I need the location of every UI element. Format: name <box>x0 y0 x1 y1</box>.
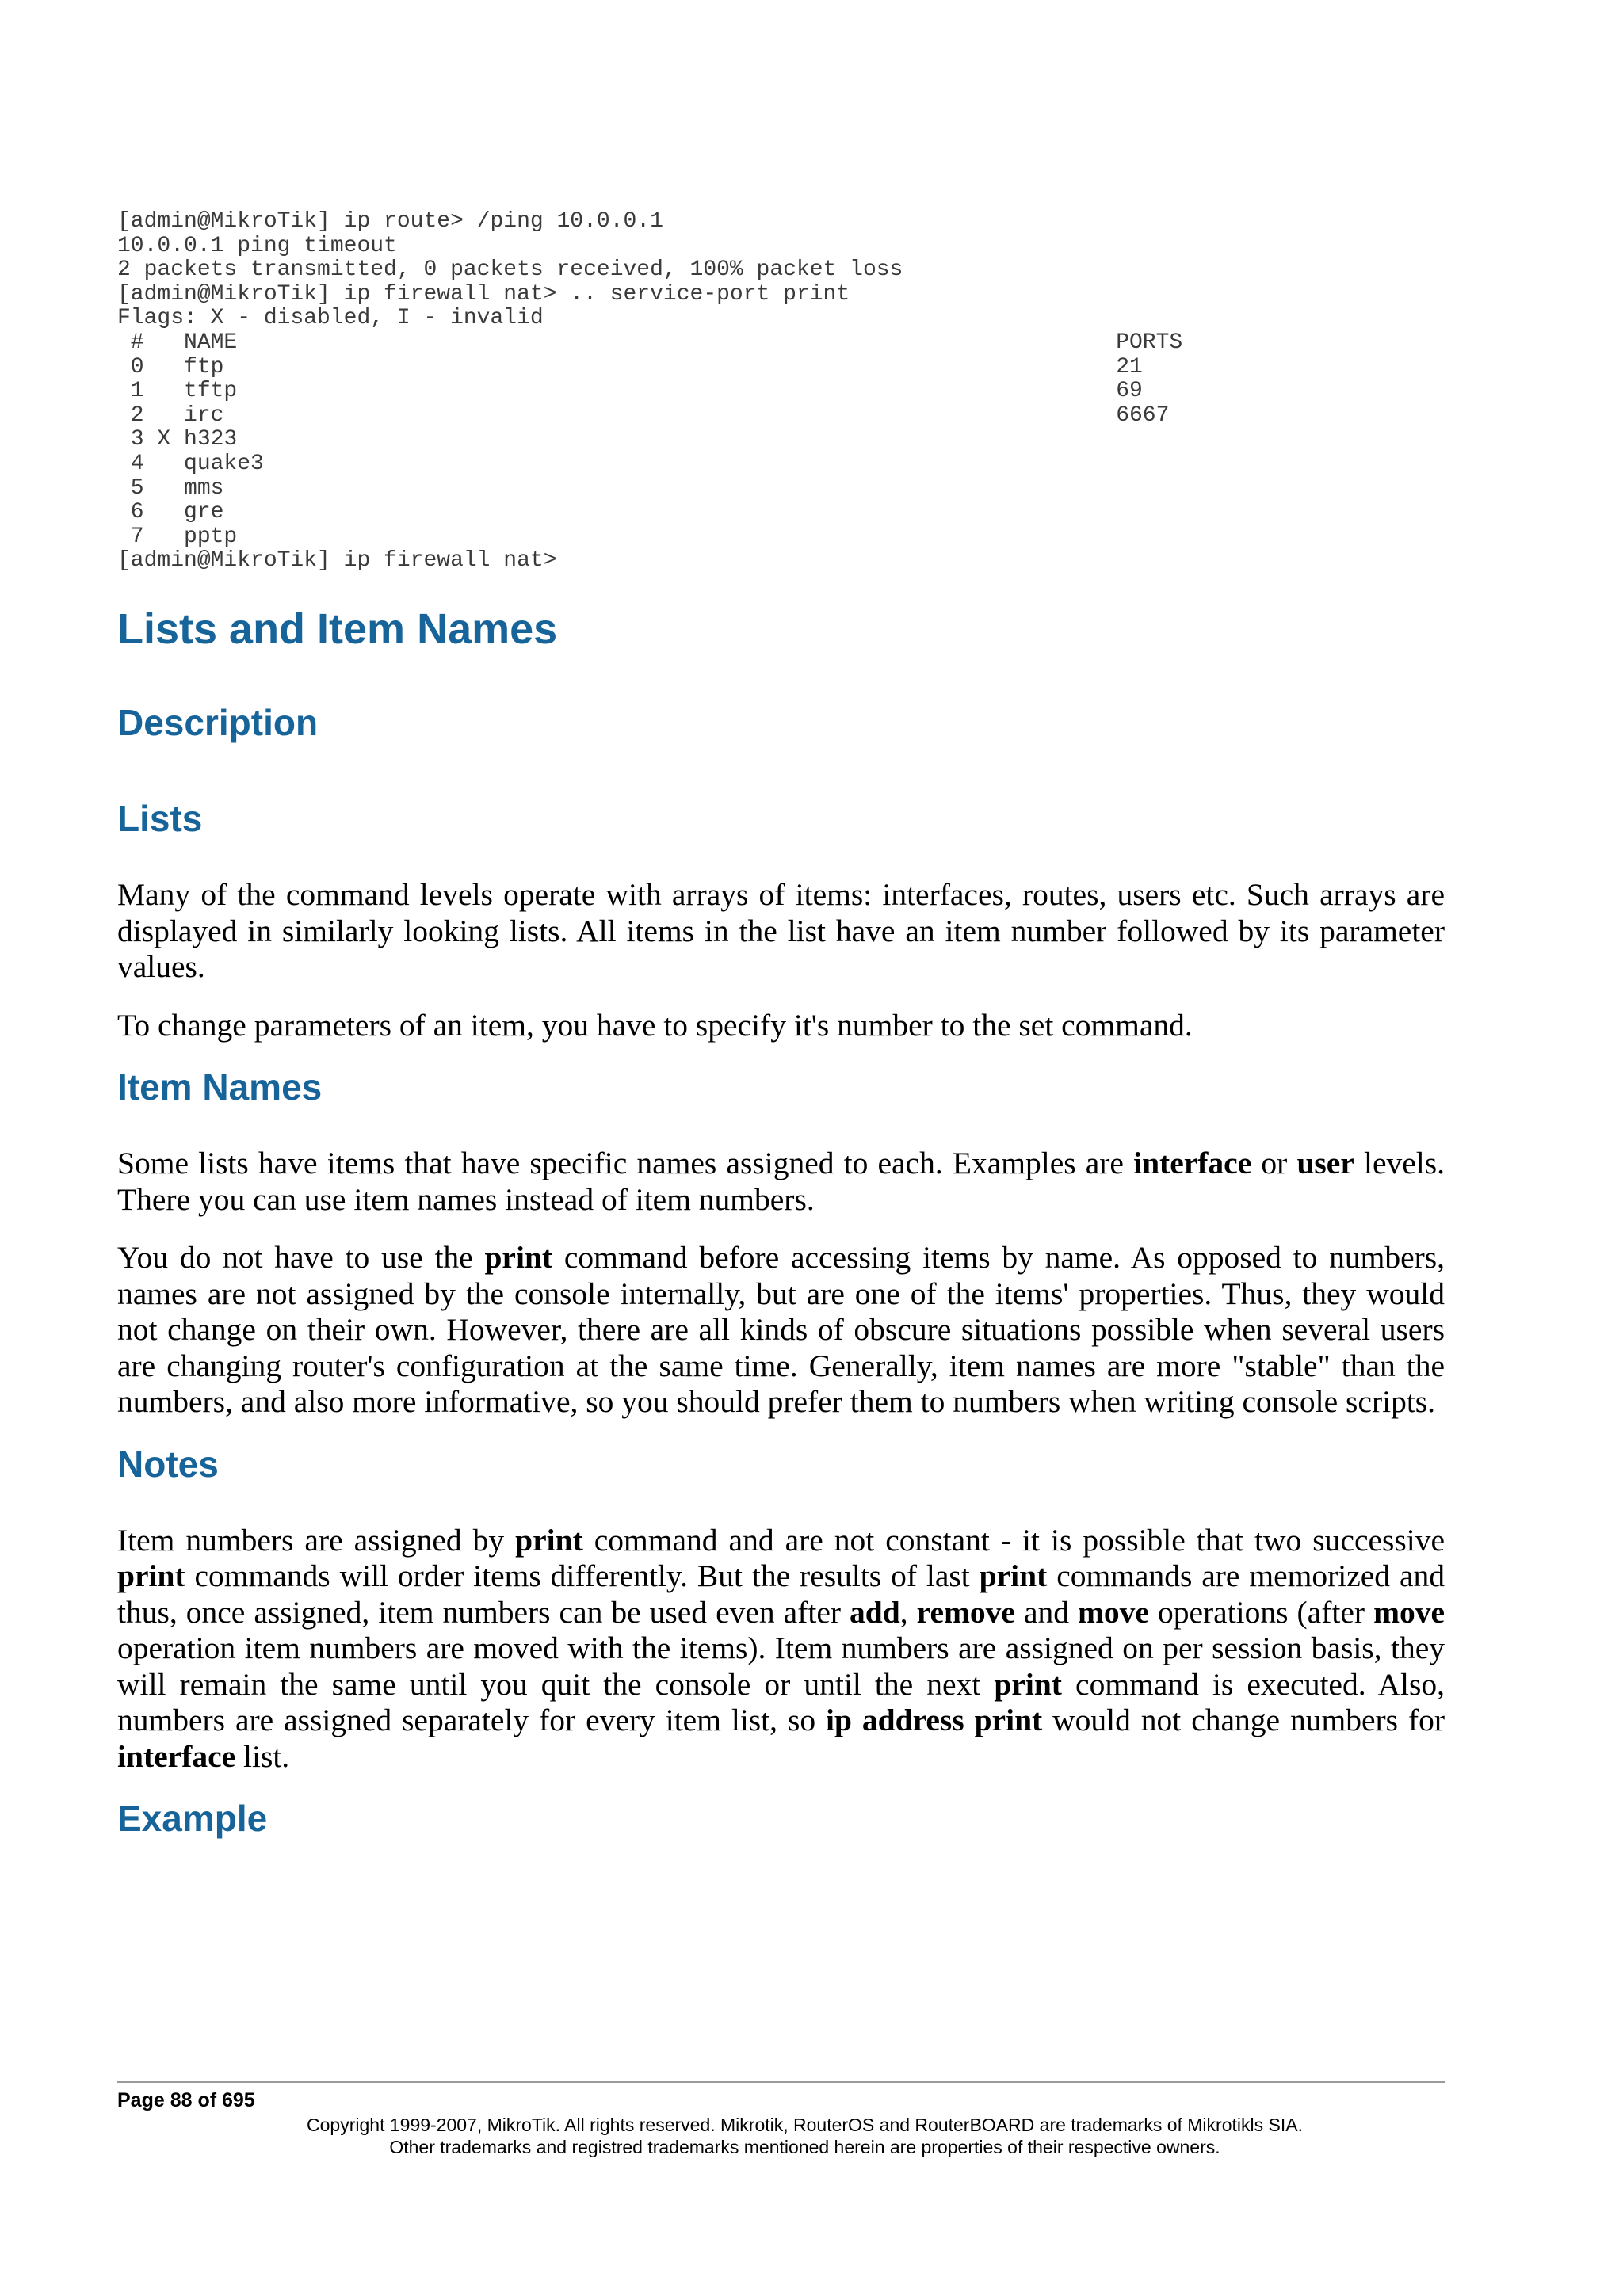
copyright-line-1: Copyright 1999-2007, MikroTik. All rights reserved. Mikrotik, RouterOS and RouterBOARD are trademarks of Mikrotikls SIA. <box>307 2115 1303 2135</box>
item-names-paragraph-1: Some lists have items that have specific names assigned to each. Examples are interface or user levels. There you can use item names instead of item numbers. <box>117 1146 1445 1217</box>
description-heading: Description <box>117 701 319 743</box>
section-title: Lists and Item Names <box>117 605 558 653</box>
notes-paragraph: Item numbers are assigned by print command and are not constant - it is possible that two successive print commands will order items differently. But the results of last print commands are memorized and thus, once assigned, item numbers can be used even after add, remove and move operations (after move operation item numbers are moved with the items). Item numbers are assigned on per session basis, they will remain the same until you quit the console or until the next print command is executed. Also, numbers are assigned separately for every item list, so ip address print would not change numbers for interface list. <box>117 1522 1445 1774</box>
console-code-block: [admin@MikroTik] ip route> /ping 10.0.0.1 10.0.0.1 ping timeout 2 packets transmitted, 0 packets received, 100% packet loss [admin@MikroTik] ip firewall nat> .. service-port print Flags: X - disabled, I - invalid # NAME PORTS 0 ftp 21 1 tftp 69 2 irc 6667 3 X h323 4 quake3 5 mms 6 gre 7 pptp [admin@MikroTik] ip firewall nat> <box>117 209 1183 574</box>
item-names-paragraph-2: You do not have to use the print command before accessing items by name. As opposed to numbers, names are not assigned by the console internally, but are one of the items' properties. Thus, they would not change on their own. However, there are all kinds of obscure situations possible when several users are changing router's configuration at the same time. Generally, item names are more "stable" than the numbers, and also more informative, so you should prefer them to numbers when writing console scripts. <box>117 1240 1445 1420</box>
copyright-line-2: Other trademarks and registred trademarks mentioned herein are properties of their respective owners. <box>389 2137 1220 2157</box>
lists-paragraph-1: Many of the command levels operate with arrays of items: interfaces, routes, users etc. Such arrays are displayed in similarly looking lists. All items in the list have an item number followed by its parameter values. <box>117 877 1445 985</box>
copyright-notice <box>117 2114 1445 2158</box>
page-content <box>117 210 1445 1841</box>
item-names-heading: Item Names <box>117 1066 323 1108</box>
example-heading: Example <box>117 1798 268 1840</box>
page-number: Page 88 of 695 <box>117 2089 255 2111</box>
page-footer <box>117 2081 1445 2158</box>
lists-paragraph-2: To change parameters of an item, you have to specify it's number to the set command. <box>117 1007 1193 1043</box>
notes-heading: Notes <box>117 1443 219 1485</box>
lists-heading: Lists <box>117 797 203 839</box>
